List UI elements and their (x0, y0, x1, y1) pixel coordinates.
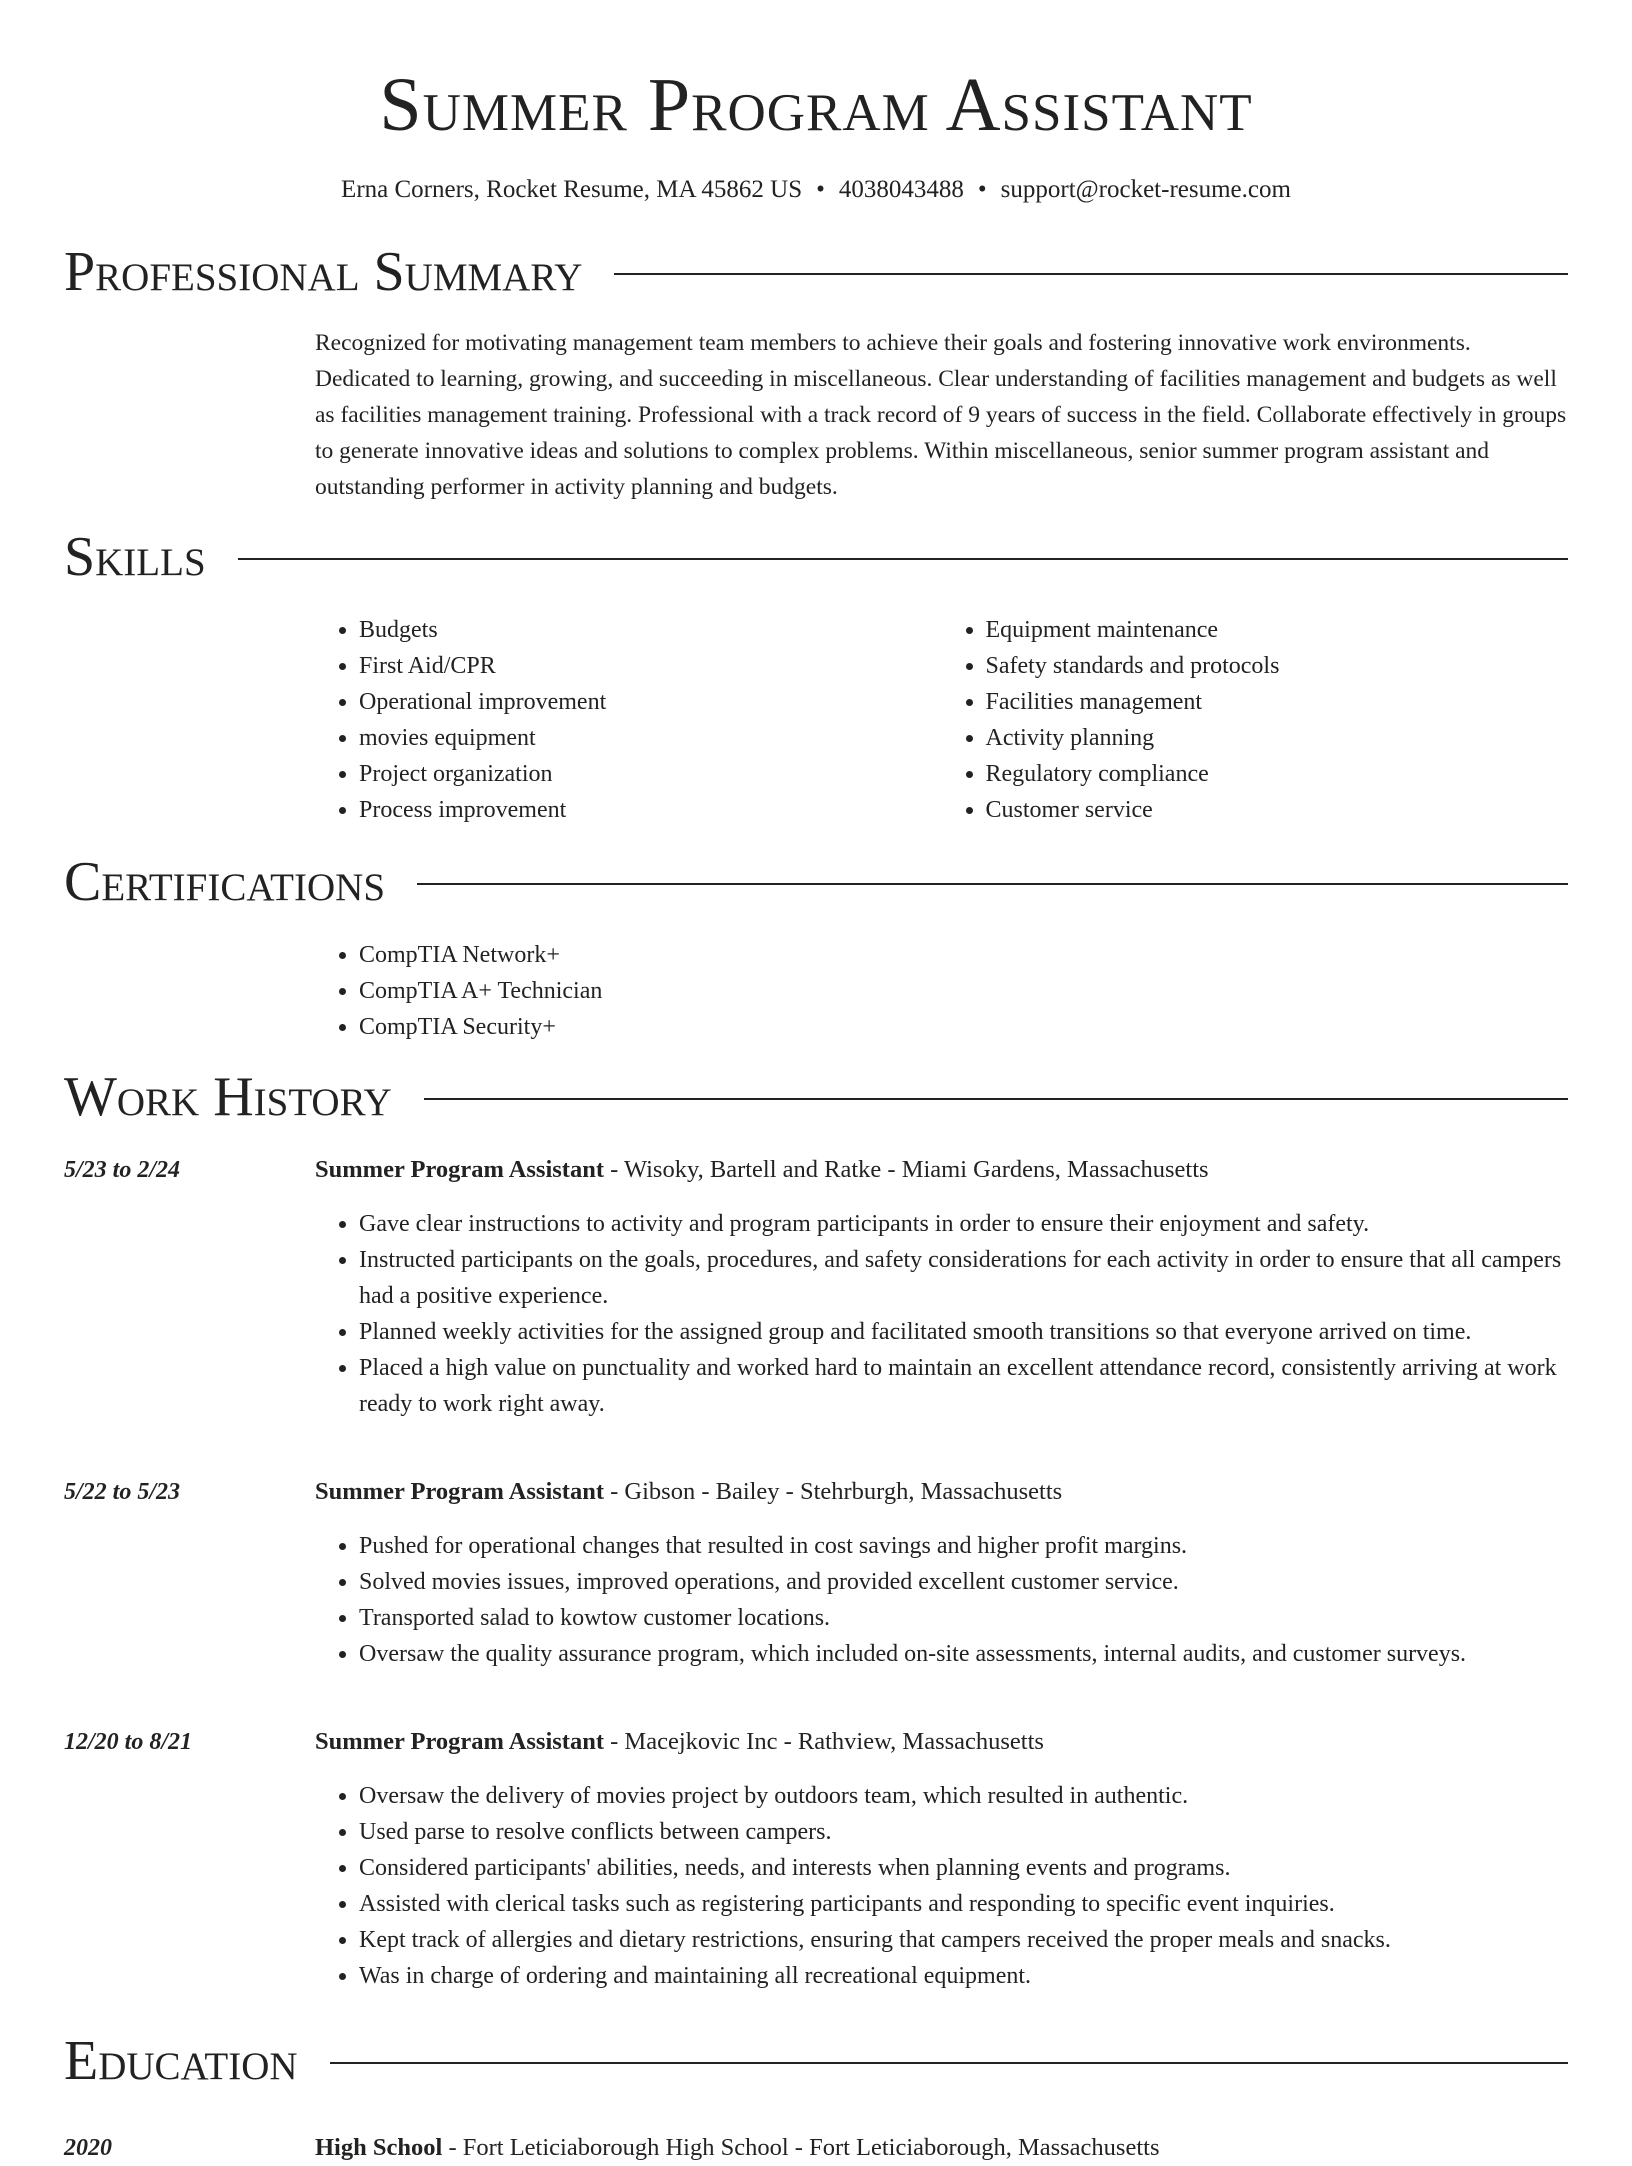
certification-item: • CompTIA Security+ (359, 1009, 1568, 1045)
skill-item: • Budgets (359, 612, 942, 648)
job-title-line (315, 1474, 1568, 1510)
job-bullets (315, 1206, 1568, 1422)
skill-item: • Equipment maintenance (986, 612, 1569, 648)
contact-separator: • (977, 176, 987, 203)
job-bullet: • Assisted with clerical tasks such as registering participants and responding to specific event inquiries. (359, 1886, 1568, 1922)
job-entry (64, 1724, 1568, 1994)
contact-separator: • (816, 176, 825, 203)
certifications-list (315, 937, 1568, 1045)
education-school-location: - Fort Leticiaborough High School - Fort Leticiaborough, Massachusetts (442, 2134, 1160, 2161)
skill-item: • movies equipment (359, 720, 942, 756)
section-title-summary: Professional Summary (64, 241, 583, 303)
job-bullet: • Oversaw the quality assurance program, which included on-site assessments, internal audits, and customer surveys. (359, 1636, 1568, 1672)
skill-item: • Project organization (359, 756, 942, 792)
skills-column-right (942, 612, 1569, 828)
section-divider (424, 1098, 1568, 1100)
education-degree: High School (315, 2134, 443, 2161)
job-bullet: • Kept track of allergies and dietary restrictions, ensuring that campers received the proper meals and snacks. (359, 1922, 1568, 1958)
spacer (64, 1672, 1568, 1704)
section-title-work-history: Work History (64, 1066, 392, 1128)
job-bullet: • Gave clear instructions to activity and program participants in order to ensure their enjoyment and safety. (359, 1206, 1568, 1242)
section-divider (614, 273, 1568, 275)
certifications-items (315, 937, 1568, 1045)
job-entry (64, 1152, 1568, 1422)
job-bullets (315, 1778, 1568, 1994)
education-entry (64, 2130, 1568, 2166)
section-header-summary (64, 237, 1568, 307)
job-title: Summer Program Assistant (315, 1156, 604, 1183)
job-title: Summer Program Assistant (315, 1728, 604, 1755)
job-bullet: • Was in charge of ordering and maintaining all recreational equipment. (359, 1958, 1568, 1994)
contact-phone: 4038043488 (838, 176, 964, 203)
certification-item: • CompTIA Network+ (359, 937, 1568, 973)
section-header-certifications (64, 847, 1568, 917)
education-body (315, 2130, 1568, 2166)
job-title-line (315, 1152, 1568, 1188)
section-divider (330, 2062, 1568, 2064)
section-divider (417, 883, 1568, 885)
skill-item: • Process improvement (359, 792, 942, 828)
work-history-list (64, 1152, 1568, 2026)
skill-item: • Operational improvement (359, 684, 942, 720)
section-title-certifications: Certifications (64, 851, 386, 913)
section-title-education: Education (64, 2030, 298, 2092)
summary-text: Recognized for motivating management team members to achieve their goals and fostering innovative work environments. Dedicated to learning, growing, and succeeding in miscellaneous. Clear understanding of facilities management and budgets as well as facilities management training. Professional with a track record of 9 years of success in the field. Collaborate effectively in groups to generate innovative ideas and solutions to complex problems. Within miscellaneous, senior summer program assistant and outstanding performer in activity planning and budgets. (315, 330, 1567, 500)
job-body (315, 1474, 1568, 1672)
skill-item: • Facilities management (986, 684, 1569, 720)
skills-column-left (315, 612, 942, 828)
education-line (315, 2130, 1568, 2166)
job-title: Summer Program Assistant (315, 1478, 604, 1505)
spacer (64, 1994, 1568, 2026)
job-bullet: • Considered participants' abilities, needs, and interests when planning events and programs. (359, 1850, 1568, 1886)
resume-page (64, 0, 1568, 2166)
job-bullet: • Transported salad to kowtow customer locations. (359, 1600, 1568, 1636)
job-employer-location: - Macejkovic Inc - Rathview, Massachusetts (604, 1728, 1044, 1755)
job-bullet: • Used parse to resolve conflicts between campers. (359, 1814, 1568, 1850)
job-entry (64, 1474, 1568, 1672)
job-employer-location: - Wisoky, Bartell and Ratke - Miami Gardens, Massachusetts (604, 1156, 1209, 1183)
job-bullet: • Instructed participants on the goals, procedures, and safety considerations for each activity in order to ensure that all campers had a positive experience. (359, 1242, 1568, 1314)
job-body (315, 1152, 1568, 1422)
job-bullet: • Planned weekly activities for the assigned group and facilitated smooth transitions so that everyone arrived on time. (359, 1314, 1568, 1350)
section-divider (238, 558, 1568, 560)
skills-list (315, 612, 1568, 828)
section-title-skills: Skills (64, 526, 206, 588)
contact-line (64, 172, 1568, 208)
skill-item: • Regulatory compliance (986, 756, 1569, 792)
section-header-skills (64, 522, 1568, 592)
candidate-name: Summer Program Assistant (379, 63, 1253, 147)
education-year: 2020 (64, 2135, 112, 2161)
contact-address: Erna Corners, Rocket Resume, MA 45862 US (341, 176, 803, 203)
job-title-line (315, 1724, 1568, 1760)
job-dates: 5/23 to 2/24 (64, 1157, 181, 1183)
job-dates: 12/20 to 8/21 (64, 1729, 193, 1755)
section-header-work-history (64, 1062, 1568, 1132)
job-employer-location: - Gibson - Bailey - Stehrburgh, Massachusetts (604, 1478, 1063, 1505)
section-header-education (64, 2026, 1568, 2096)
contact-email[interactable]: support@rocket-resume.com (1000, 176, 1291, 203)
job-bullet: • Pushed for operational changes that resulted in cost savings and higher profit margins. (359, 1528, 1568, 1564)
skill-item: • Safety standards and protocols (986, 648, 1569, 684)
job-bullet: • Placed a high value on punctuality and worked hard to maintain an excellent attendance record, consistently arriving at work ready to work right away. (359, 1350, 1568, 1422)
certification-item: • CompTIA A+ Technician (359, 973, 1568, 1009)
skill-item: • Activity planning (986, 720, 1569, 756)
spacer (64, 1422, 1568, 1454)
job-body (315, 1724, 1568, 1994)
job-bullet: • Solved movies issues, improved operations, and provided excellent customer service. (359, 1564, 1568, 1600)
job-bullets (315, 1528, 1568, 1672)
skill-item: • First Aid/CPR (359, 648, 942, 684)
job-bullet: • Oversaw the delivery of movies project by outdoors team, which resulted in authentic. (359, 1778, 1568, 1814)
job-dates: 5/22 to 5/23 (64, 1479, 181, 1505)
skill-item: • Customer service (986, 792, 1569, 828)
education-list (64, 2130, 1568, 2166)
